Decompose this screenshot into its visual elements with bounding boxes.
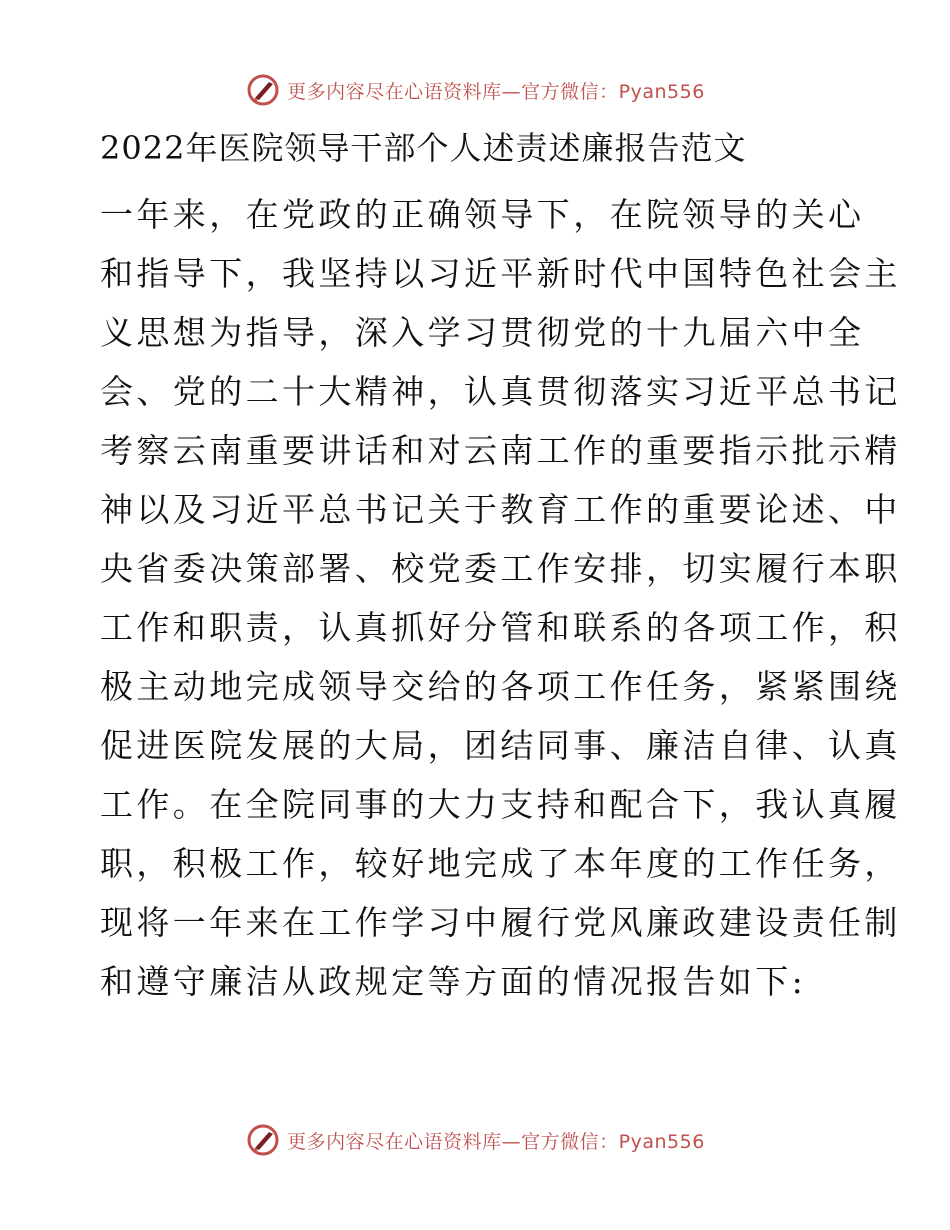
body-line: 义思想为指导，深入学习贯彻党的十九届六中全 [100,313,865,352]
document-body [100,185,901,1011]
document-title: 2022年医院领导干部个人述责述廉报告范文 [100,129,747,167]
watermark-text: 更多内容尽在心语资料库—官方微信：Pyan556 [287,1130,705,1153]
body-line: 一年来，在党政的正确领导下，在院领导的关心 [100,195,865,234]
watermark-text: 更多内容尽在心语资料库—官方微信：Pyan556 [287,80,705,103]
body-line: 极主动地完成领导交给的各项工作任务，紧紧围绕 [100,667,901,706]
body-line: 工作。在全院同事的大力支持和配合下，我认真履 [100,785,901,824]
body-line: 和遵守廉洁从政规定等方面的情况报告如下: [100,962,807,1001]
body-line: 考察云南重要讲话和对云南工作的重要指示批示精 [100,431,901,470]
body-line: 职，积极工作，较好地完成了本年度的工作任务， [100,844,901,883]
body-line: 工作和职责，认真抓好分管和联系的各项工作，积 [100,608,901,647]
body-line: 促进医院发展的大局，团结同事、廉洁自律、认真 [100,726,901,765]
body-line: 神以及习近平总书记关于教育工作的重要论述、中 [100,490,901,529]
body-line: 央省委决策部署、校党委工作安排，切实履行本职 [100,549,901,588]
body-line: 和指导下，我坚持以习近平新时代中国特色社会主 [100,254,901,293]
watermark-banner-top [0,70,950,110]
pen-logo-icon [245,1122,281,1158]
body-line: 现将一年来在工作学习中履行党风廉政建设责任制 [100,903,901,942]
body-line: 会、党的二十大精神，认真贯彻落实习近平总书记 [100,372,901,411]
watermark-banner-bottom [0,1120,950,1160]
pen-logo-icon [245,72,281,108]
